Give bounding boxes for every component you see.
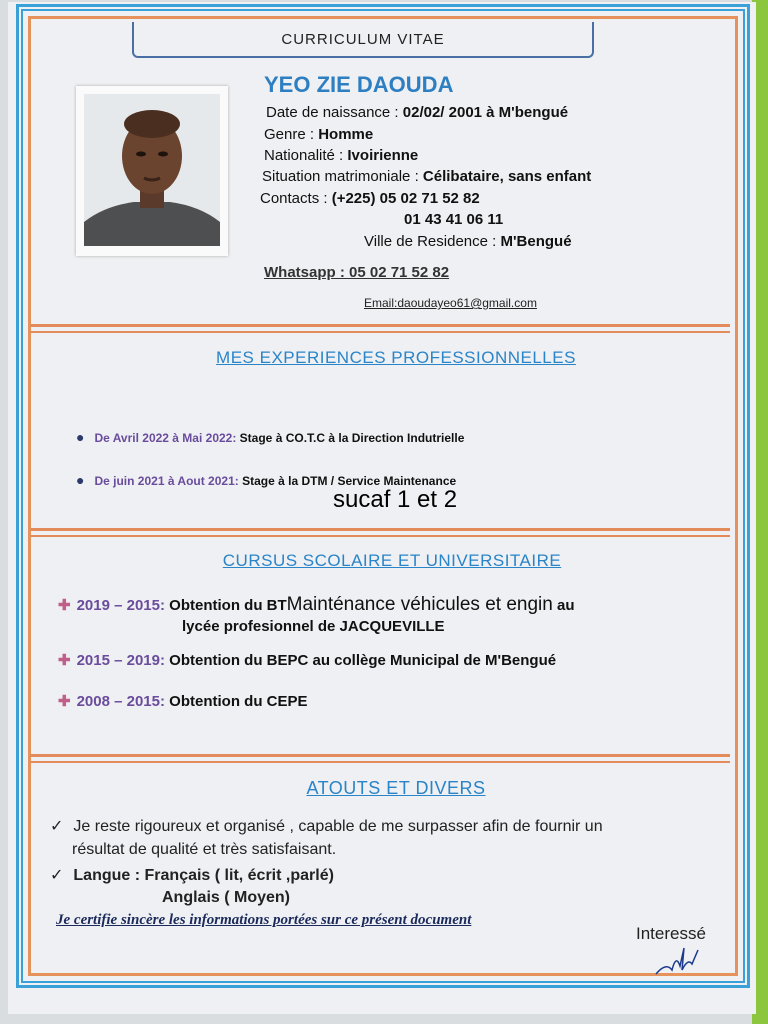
contacts-line: Contacts : (+225) 05 02 71 52 82 <box>260 190 480 207</box>
education-item: ✚ 2015 – 2019: Obtention du BEPC au collège Municipal de M'Bengué <box>58 652 557 669</box>
experience-item: ● De juin 2021 à Aout 2021: Stage à la DTM / Service Maintenance <box>76 472 457 488</box>
phone-secondary: 01 43 41 06 11 <box>404 211 504 228</box>
arrow-bullet-icon: ✚ <box>58 597 71 614</box>
gender-line: Genre : Homme <box>264 126 374 143</box>
certification-statement: Je certifie sincère les informations portées sur ce présent document <box>56 912 472 928</box>
signer-label: Interessé <box>636 924 706 943</box>
education-item: ✚ 2019 – 2015: Obtention du BTMainténance véhicules et engin au <box>58 594 575 615</box>
language-item: ✓ Langue : Français ( lit, écrit ,parlé) <box>50 867 334 884</box>
experience-item: ● De Avril 2022 à Mai 2022: Stage à CO.T.C à la Direction Indutrielle <box>76 429 465 445</box>
experience-heading: MES EXPERIENCES PROFESSIONNELLES <box>216 348 576 367</box>
section-divider <box>30 761 730 763</box>
experience-note: sucaf 1 et 2 <box>333 486 458 513</box>
bullet-icon: ● <box>76 472 85 488</box>
assets-item: ✓ Je reste rigoureux et organisé , capable de me surpasser afin de fournir un <box>50 818 603 835</box>
education-item-continued: lycée profesionnel de JACQUEVILLE <box>182 618 445 635</box>
section-divider <box>30 528 730 531</box>
section-divider <box>30 754 730 757</box>
birth-line: Date de naissance : 02/02/ 2001 à M'bengué <box>266 104 569 121</box>
whatsapp-contact: Whatsapp : 05 02 71 52 82 <box>264 264 450 281</box>
nationality-line: Nationalité : Ivoirienne <box>264 147 419 164</box>
person-portrait-icon <box>84 94 220 246</box>
candidate-name: YEO ZIE DAOUDA <box>264 72 454 97</box>
email-contact: Email:daoudayeo61@gmail.com <box>364 296 537 310</box>
arrow-bullet-icon: ✚ <box>58 652 71 669</box>
marital-status-line: Situation matrimoniale : Célibataire, sans enfant <box>262 168 592 185</box>
checkmark-icon: ✓ <box>50 818 64 835</box>
checkmark-icon: ✓ <box>50 867 64 884</box>
assets-heading: ATOUTS ET DIVERS <box>306 778 486 798</box>
document-title-box <box>132 22 594 58</box>
section-divider <box>30 324 730 327</box>
residence-line: Ville de Residence : M'Bengué <box>364 233 572 250</box>
section-divider <box>30 535 730 537</box>
assets-item-continued: résultat de qualité et très satisfaisant. <box>72 841 337 858</box>
arrow-bullet-icon: ✚ <box>58 693 71 710</box>
education-item: ✚ 2008 – 2015: Obtention du CEPE <box>58 693 308 710</box>
education-heading: CURSUS SCOLAIRE ET UNIVERSITAIRE <box>222 551 562 570</box>
document-title: CURRICULUM VITAE <box>281 31 445 48</box>
section-divider <box>30 331 730 333</box>
profile-photo <box>76 86 228 256</box>
language-item-second: Anglais ( Moyen) <box>162 889 291 906</box>
signature-icon <box>652 940 702 980</box>
bullet-icon: ● <box>76 429 85 445</box>
